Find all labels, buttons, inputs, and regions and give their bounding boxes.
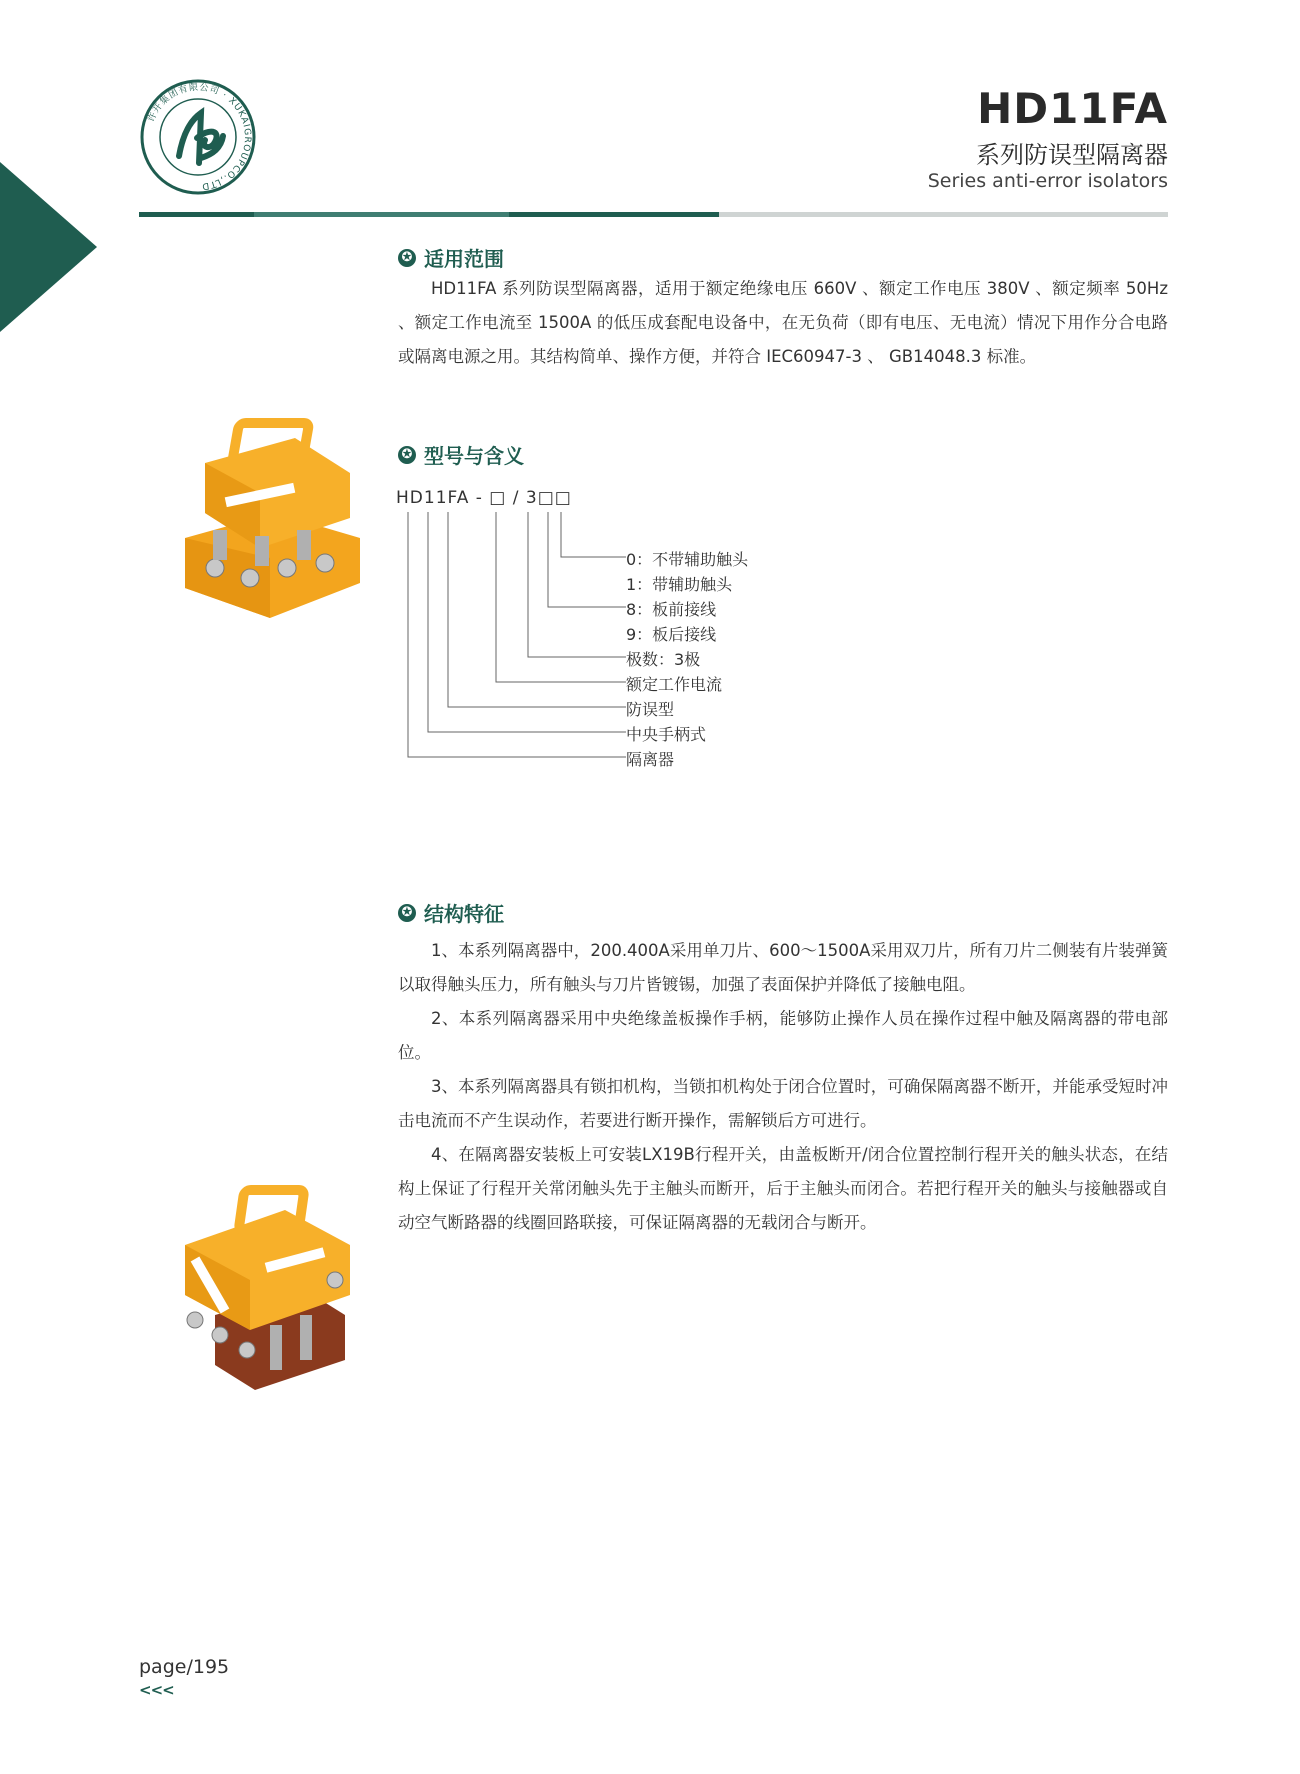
- feature-paragraph: 3、本系列隔离器具有锁扣机构，当锁扣机构处于闭合位置时，可确保隔离器不断开，并能承受短时冲击电流而不产生误动作，若要进行断开操作，需解锁后方可进行。: [398, 1077, 1168, 1130]
- legend-item: 中央手柄式: [626, 725, 707, 744]
- feature-paragraph: 4、在隔离器安装板上可安装LX19B行程开关，由盖板断开/闭合位置控制行程开关的触头状态，在结构上保证了行程开关常闭触头先于主触头而断开，后于主触头而闭合。若把行程开关的触头与接触器或自动空气断路器的线圈回路联接，可保证隔离器的无载闭合与断开。: [398, 1145, 1168, 1232]
- product-model-title: HD11FA: [977, 84, 1168, 133]
- model-code: HD11FA - □ / 3□□: [396, 488, 572, 508]
- legend-item: 额定工作电流: [626, 675, 723, 694]
- header-divider: [139, 212, 1168, 217]
- section-title-scope: 适用范围: [424, 247, 504, 271]
- logo-svg: [139, 78, 257, 196]
- series-title-cn: 系列防误型隔离器: [976, 141, 1168, 169]
- feature-paragraph: 1、本系列隔离器中，200.400A采用单刀片、600～1500A采用双刀片，所有刀片二侧装有片装弹簧以取得触头压力，所有触头与刀片皆镀锡，加强了表面保护并降低了接触电阻。: [398, 941, 1168, 994]
- legend-item: 9：板后接线: [626, 625, 717, 644]
- features-body: [398, 934, 1168, 1240]
- product-photo-front: [175, 418, 365, 628]
- star-badge-icon: ✪: [398, 904, 416, 922]
- star-badge-icon: ✪: [398, 446, 416, 464]
- back-arrows-icon[interactable]: <<<: [139, 1681, 174, 1699]
- section-title-model: 型号与含义: [424, 444, 524, 468]
- legend-item: 1：带辅助触头: [626, 575, 733, 594]
- company-logo: [139, 78, 257, 196]
- feature-paragraph: 2、本系列隔离器采用中央绝缘盖板操作手柄，能够防止操作人员在操作过程中触及隔离器的带电部位。: [398, 1009, 1168, 1062]
- section-heading-features: [398, 898, 504, 927]
- product-photo-angled: [175, 1185, 365, 1395]
- legend-item: 8：板前接线: [626, 600, 717, 619]
- section-heading-model: [398, 440, 524, 469]
- scope-paragraph: HD11FA 系列防误型隔离器，适用于额定绝缘电压 660V 、额定工作电压 380V 、额定频率 50Hz 、额定工作电流至 1500A 的低压成套配电设备中，在无负荷（即有电压、无电流）情况下用作分合电路或隔离电源之用。其结构简单、操作方便，并符合 IEC60947-3 、 GB14048.3 标准。: [398, 279, 1168, 366]
- legend-item: 隔离器: [626, 750, 675, 769]
- section-heading-scope: [398, 243, 504, 272]
- page-number: page/195: [139, 1656, 230, 1678]
- svg-text:许开集团有限公司 · XUKAIGROUPCO.,LTD: 许开集团有限公司 · XUKAIGROUPCO.,LTD: [146, 82, 253, 192]
- legend-item: 0：不带辅助触头: [626, 550, 749, 569]
- side-triangle-decoration: [0, 162, 97, 332]
- legend-item: 防误型: [626, 700, 675, 719]
- series-title-en: Series anti-error isolators: [927, 170, 1168, 192]
- star-badge-icon: ✪: [398, 249, 416, 267]
- legend-item: 极数：3极: [626, 650, 701, 669]
- model-diagram: [396, 510, 796, 780]
- section-title-features: 结构特征: [424, 902, 504, 926]
